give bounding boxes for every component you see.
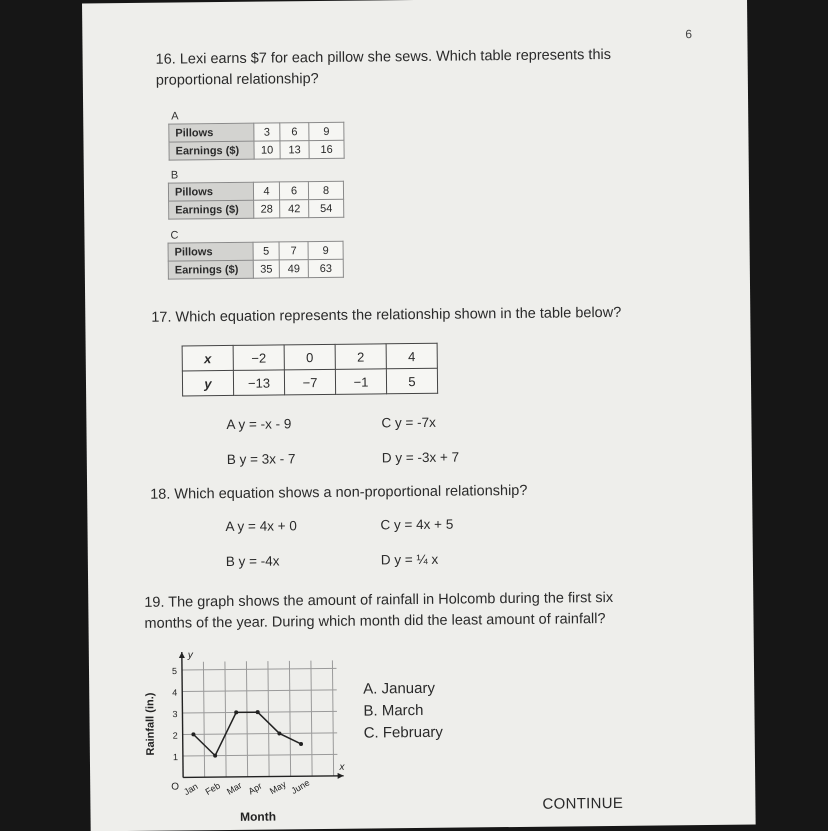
page-number: 6: [685, 27, 693, 42]
table-c-cell: 35: [253, 260, 279, 278]
table-a-cell: 6: [280, 123, 309, 141]
xy-table-cell: 4: [386, 343, 437, 369]
q17-option-b[interactable]: B y = 3x - 7: [226, 451, 296, 467]
table-a-row2-head: Earnings ($): [169, 141, 254, 160]
x-tick-label: Mar: [224, 780, 244, 797]
table-a-row1-head: Pillows: [169, 123, 254, 142]
table-a-cell: 10: [254, 141, 280, 159]
x-axis: [183, 776, 343, 778]
table-c-cell: 7: [279, 242, 308, 260]
grid-line-vertical: [289, 661, 290, 776]
table-b-label: B: [170, 169, 179, 182]
q19-choice-c[interactable]: C. February: [363, 723, 443, 742]
chart-labels: [144, 648, 346, 825]
y-tick-label: 2: [172, 730, 178, 741]
y-tick-label: 3: [172, 709, 178, 720]
grid-line-vertical: [268, 661, 269, 776]
x-tick-label: June: [289, 777, 312, 797]
y-tick-label: 4: [172, 687, 178, 698]
xy-table-cell: 2: [335, 344, 386, 370]
table-a-cell: 9: [309, 122, 344, 140]
question-17-text: 17. Which equation represents the relationship shown in the table below?: [151, 304, 622, 326]
table-c-cell: 63: [308, 259, 343, 277]
q18-option-d[interactable]: D y = ¼ x: [380, 551, 439, 568]
chart-grid: [182, 660, 338, 777]
x-tick-label: Apr: [246, 780, 264, 797]
grid-line-vertical: [332, 660, 333, 775]
continue-label[interactable]: CONTINUE: [542, 794, 624, 813]
table-a: [168, 122, 344, 161]
x-axis-title: Month: [239, 809, 277, 824]
table-c-cell: 5: [253, 242, 279, 260]
q17-option-c[interactable]: C y = -7x: [381, 414, 436, 431]
grid-line-horizontal: [183, 754, 337, 756]
question-19-text: 19. The graph shows the amount of rainfall in Holcomb during the first six months of the year. During which month did the least amount of rainfall?: [144, 589, 614, 632]
q17-option-a[interactable]: A y = -x - 9: [226, 416, 292, 432]
x-tick-label: Jan: [181, 781, 200, 798]
table-b-cell: 28: [254, 200, 280, 218]
xy-table-cell: −1: [335, 369, 386, 395]
origin-label: O: [171, 781, 180, 793]
y-axis-arrow: [179, 652, 185, 658]
table-c-row2-head: Earnings ($): [168, 260, 253, 279]
table-b-cell: 8: [308, 181, 343, 199]
table-a-cell: 3: [254, 123, 280, 141]
q17-option-d[interactable]: D y = -3x + 7: [381, 449, 460, 466]
worksheet-page: [82, 0, 756, 831]
x-tick-label: Feb: [203, 780, 222, 797]
table-b-cell: 54: [309, 199, 344, 217]
y-axis-letter: y: [187, 649, 193, 661]
table-a-cell: 13: [280, 141, 309, 159]
xy-table-cell: −13: [233, 370, 284, 396]
q19-choice-a[interactable]: A. January: [363, 679, 436, 698]
table-b-row1-head: Pillows: [168, 182, 253, 201]
q19-choices: [363, 678, 443, 745]
question-16-text: 16. Lexi earns $7 for each pillow she sews. Which table represents this proportional relationship?: [155, 46, 612, 89]
table-b-cell: 4: [253, 182, 279, 200]
grid-line-vertical: [311, 661, 312, 776]
grid-line-vertical: [225, 662, 226, 777]
table-c-row1-head: Pillows: [168, 242, 253, 261]
xy-table: [182, 343, 439, 397]
xy-table-cell: −2: [233, 345, 284, 371]
xy-table-cell: −7: [284, 369, 335, 395]
q18-option-c[interactable]: C y = 4x + 5: [380, 516, 454, 533]
y-tick-label: 5: [171, 666, 178, 677]
table-b-row2-head: Earnings ($): [169, 200, 254, 219]
grid-line-vertical: [246, 661, 247, 776]
grid-line-horizontal: [182, 668, 336, 670]
table-b-cell: 42: [280, 200, 309, 218]
xy-table-y-head: y: [182, 370, 233, 396]
table-c-label: C: [170, 229, 179, 242]
grid-line-horizontal: [182, 690, 336, 692]
xy-table-cell: 0: [284, 344, 335, 370]
q18-option-b[interactable]: B y = -4x: [225, 553, 280, 570]
y-tick-label: 1: [172, 752, 178, 763]
y-axis: [182, 652, 183, 777]
table-a-label: A: [171, 110, 179, 123]
x-axis-letter: x: [339, 761, 345, 773]
grid-line-vertical: [203, 662, 204, 777]
table-b-cell: 6: [279, 182, 308, 200]
xy-table-x-head: x: [182, 345, 233, 371]
table-c-cell: 9: [308, 241, 343, 259]
table-c: [168, 241, 344, 280]
table-a-cell: 16: [309, 140, 344, 158]
table-b: [168, 181, 344, 220]
q19-choice-b[interactable]: B. March: [363, 701, 424, 720]
xy-table-cell: 5: [386, 368, 437, 394]
x-tick-label: May: [267, 778, 288, 797]
table-c-cell: 49: [279, 260, 308, 278]
q18-option-a[interactable]: A y = 4x + 0: [225, 518, 297, 535]
question-18-text: 18. Which equation shows a non-proportional relationship?: [150, 482, 528, 503]
rainfall-chart: [137, 641, 345, 828]
grid-line-horizontal: [183, 733, 337, 735]
x-axis-arrow: [338, 773, 344, 779]
y-axis-title: Rainfall (in.): [144, 692, 157, 756]
